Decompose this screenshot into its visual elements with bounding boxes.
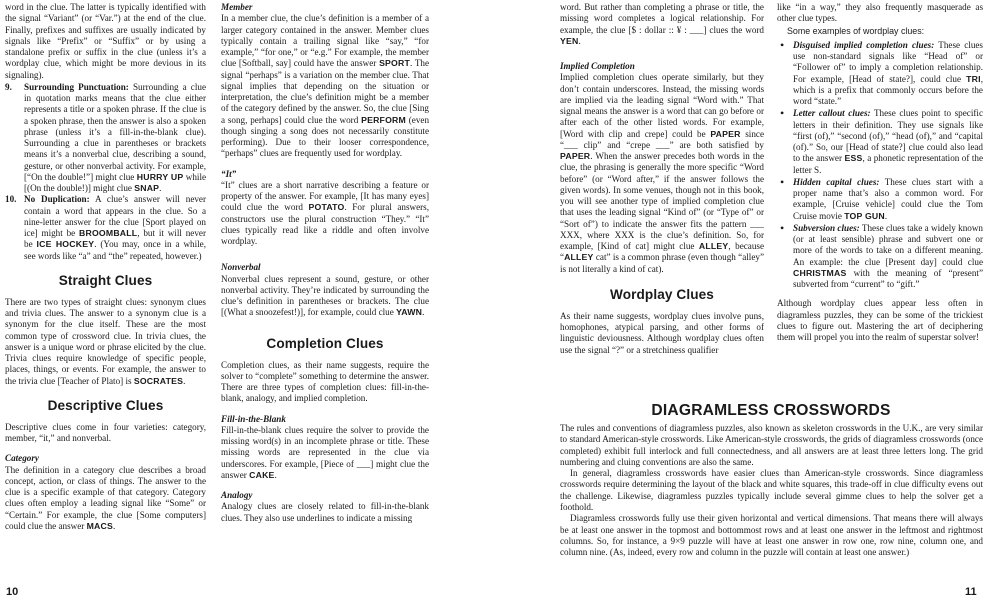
answer-yen: YEN (560, 35, 579, 46)
analogy-heading: Analogy (221, 490, 253, 500)
left-column-1 (5, 2, 206, 533)
rule-9-lead: Surrounding Punctuation: (24, 81, 129, 92)
nonverbal-heading: Nonverbal (221, 262, 261, 273)
answer-broomball: BROOMBALL (79, 228, 138, 238)
bullet-1-lead: Disguised implied completion clues: (793, 39, 935, 50)
col3-intro-end: . (578, 35, 581, 46)
right-column-2 (777, 2, 983, 344)
answer-alley: ALLEY (698, 241, 729, 251)
bullet-disguised-implied-completion (777, 40, 983, 108)
wordplay-examples-list (777, 40, 983, 291)
diagramless-paragraph-3: Diagramless crosswords fully use their given horizontal and vertical dimensions. That means there will always be at least one answer in the topmost and bottommost rows and at least one answer in the leftmost and rightmost columns. So, for instance, a 9×9 puzzle will have at least one answer in row one, row nine, column one, and column nine. (As, indeed, every row and column in the puzzle will contain at least one answer.) (560, 513, 983, 558)
answer-perform: PERFORM (361, 114, 406, 125)
page-number-right: 11 (965, 586, 977, 598)
answer-hurry-up: HURRY UP (136, 171, 184, 182)
bullet-1-end: , which is a prefix that commonly occurs before the word “state.” (793, 73, 984, 106)
answer-christmas: CHRISTMAS (793, 267, 847, 278)
descriptive-clues-paragraph: Descriptive clues come in four varieties: category, member, “it,” and nonverbal. (5, 421, 206, 443)
nonverbal-paragraph (221, 274, 429, 319)
bullet-subversion (777, 223, 983, 291)
answer-sport: SPORT (379, 58, 410, 69)
completion-clues-heading: Completion Clues (266, 335, 384, 351)
answer-ess: ESS (844, 153, 863, 164)
rule-9 (5, 82, 206, 195)
fill-end: . (274, 469, 277, 480)
diagramless-body (560, 423, 983, 559)
rule-10-mid: , but it will never be (24, 228, 206, 250)
bullet-letter-callout (777, 108, 983, 176)
answer-socrates: SOCRATES (133, 375, 184, 386)
rule-10-text: A clue’s answer will never contain a word that appears in the clue. So a nine-letter answer for the clue [Sport played on ice] might be (24, 194, 207, 238)
answer-alley-2: ALLEY (564, 252, 594, 263)
left-column-2 (221, 2, 429, 525)
category-paragraph (5, 465, 206, 533)
answer-potato: POTATO (308, 202, 345, 213)
rule-9-text: Surrounding a clue in quotation marks means that the clue either represents a title or a spoken phrase. If the clue is a spoken phrase, then the answer is also a spoken phrase (unless it’s a fill-in-the-blank clue). Surrounding a clue in parentheses or brackets means it’s a nonverbal clue, describing a sound, gesture, or other nonverbal activity. For example, [“On the double!”] might clue (24, 81, 206, 182)
page-number-left: 10 (6, 586, 19, 598)
bullet-3-lead: Hidden capital clues: (793, 176, 880, 187)
it-text: “It” clues are a short narrative describing a feature or property of the answer. For example, [It has many eyes] could clue the word (221, 179, 429, 213)
wordplay-examples-note: Some examples of wordplay clues: (787, 25, 925, 36)
straight-clues-end: . (183, 375, 186, 386)
answer-macs: MACS (86, 520, 113, 531)
answer-paper-2: PAPER (560, 151, 591, 161)
diagramless-crosswords-heading: DIAGRAMLESS CROSSWORDS (651, 402, 891, 419)
member-text-3: (even though singing a song does not necessarily constitute performing). Due to their looser correspondence, “perhaps” clues are frequently used for wordplay. (221, 114, 430, 159)
rule-10-end: . (You may, once in a while, see words like “a” and “the” repeated, however.) (24, 239, 206, 261)
nonverbal-end: . (422, 307, 425, 318)
it-heading: “It” (221, 168, 237, 179)
answer-ice-hockey: ICE HOCKEY (36, 239, 95, 250)
fill-in-the-blank-heading: Fill-in-the-Blank (221, 413, 286, 424)
wordplay-closing-paragraph: Although wordplay clues appear less often in diagramless puzzles, they can be some of the trickiest clues to figure out. Mastering the art of deciphering them will propel you into the realm of superstar solver! (777, 298, 983, 342)
implied-completion-heading: Implied Completion (560, 61, 635, 71)
straight-clues-paragraph (5, 297, 206, 387)
fill-text: Fill-in-the-blank clues require the solver to provide the missing word(s) in an incomplete phrase or title. These missing words are represented in the clue via underscores. For example, [Piece of ___] might clue the answer (221, 424, 429, 480)
answer-paper: PAPER (710, 128, 741, 139)
diagramless-paragraph-2: In general, diagramless crosswords have easier clues than American-style crosswords. Since diagramless crosswords require determining the layout of the black and white squares, this trade-off in clue difficulty evens out the challenge. Likewise, diagramless puzzles typically include several gimme clues to help the solver get a foothold. (560, 468, 983, 513)
completion-clues-paragraph: Completion clues, as their name suggests, require the solver to “complete” something to determine the answer. There are three types of completion clues: fill-in-the-blank, analogy, and implied completion. (221, 359, 429, 404)
category-heading: Category (5, 453, 39, 464)
rule-list (5, 82, 206, 262)
implied-text-3: . When the answer precedes both words in the clue, the phrasing is generally the more specific “Word before” (or “Word after,” if the answer follows the given words). In some venues, though not in this book, you will see another type of implied completion clue that uses the leading signal “Kind of” (or “Type of” or “Sort of”) to indicate the answer fits the pattern ___ XXX, where XXX is the clue’s definition. So, for example, [Kind of cat] might clue (560, 151, 764, 251)
rule-10-lead: No Duplication: (24, 194, 90, 205)
straight-clues-text: There are two types of straight clues: synonym clues and trivia clues. The answer to a synonym clue is a synonym for the clue itself. These are the most common type of crossword clue. In trivia clues, the answer is a unique word or phrase elicited by the clue. Trivia clues require knowledge of specific people, places, things, or events. For example, the answer to the trivia clue [Teacher of Plato] is (5, 296, 206, 386)
rule-9-end: . (159, 183, 162, 193)
right-column-1 (560, 2, 764, 357)
answer-tri: TRI (966, 73, 981, 84)
wordplay-clues-paragraph: As their name suggests, wordplay clues involve puns, homophones, atypical parsing, and other forms of linguistic deviousness. Although wordplay clues often use the signal “?” or a stretchiness qualifier (560, 310, 764, 355)
bullet-1-text: These clues use non-standard signals like “Head of” or “Follower of” to imply a completion relationship. For example, [Head of state?], could clue (793, 39, 983, 84)
implied-text: Implied completion clues operate similarly, but they don’t contain underscores. Instead, the missing words are implied via the leading signal “Word with.” That signal means the answer is a word that can go before or after each of the other listed words. For example, [Word with clip and crepe] could be (560, 72, 764, 139)
fill-in-the-blank-paragraph (221, 425, 429, 481)
member-text-2: . The signal “perhaps” is a variation on the member clue. That signal implies that depending on the situation or interpretation, the clue’s definition might be a member of the category defined by the answer. So, the clue [Sing a song, perhaps] could clue the word (221, 58, 430, 125)
member-paragraph (221, 13, 429, 159)
bullet-4-lead: Subversion clues: (793, 222, 860, 233)
implied-text-4: , because “ (560, 241, 765, 263)
rule-9-mid: while [(On the double!)] might clue (24, 171, 207, 193)
col1-intro-paragraph: word in the clue. The latter is typically identified with the signal “Variant” (or “Var.”) at the end of the clue. Finally, prefixes and suffixes are usually indicated by signals like “Prefix” or “Suffix” or by using a standalone prefix or suffix in the clue (unless it’s a wordplay clue, which might be more devious in its signaling). (5, 2, 206, 80)
answer-snap: SNAP (134, 183, 160, 193)
col4-intro-paragraph: like “in a way,” they also frequently masquerade as other clue types. (777, 2, 983, 24)
category-text: The definition in a category clue describes a broad concept, action, or class of things. The answer to the clue is a specific example of that category. Category clues often employ a leading signal like “Some” or “Certain.” For example, the clue [Some computers] could clue the answer (5, 464, 206, 531)
bullet-2-end: , a phonetic representation of the letter S. (793, 153, 984, 175)
nonverbal-text: Nonverbal clues represent a sound, gesture, or other nonverbal activity. They’re indicated by surrounding the clue’s definition in parentheses or brackets. The clue [(What a snoozefest!)], for example, could clue (221, 273, 429, 318)
bullet-3-end: . (884, 210, 888, 221)
member-text: In a member clue, the clue’s definition is a member of a larger category contained in the answer. Member clues typically contain a trailing signal like “say,” “for example,” “for one,” or “e.g.” For example, the member clue [Softball, say] could have the answer (221, 13, 429, 69)
col3-intro-text: word. But rather than completing a phrase or title, the missing word completes a logical relationship. For example, the clue [$ : dollar :: ¥ : ___] clues the word (560, 2, 764, 35)
rule-10 (5, 194, 206, 262)
implied-completion-paragraph (560, 72, 764, 275)
implied-text-5: cat” is a common phrase (even though “alley” is not literally a kind of cat). (560, 252, 765, 274)
implied-text-2: since “___ clip” and “crepe ___” are both satisfied by (560, 128, 764, 150)
bullet-3-text: These clues start with a proper name that’s also a common word. For example, [Cruise vehicle] could clue the Tom Cruise movie (793, 176, 983, 221)
straight-clues-heading: Straight Clues (58, 272, 153, 288)
col3-intro-paragraph (560, 2, 764, 47)
descriptive-clues-heading: Descriptive Clues (47, 397, 164, 413)
category-end: . (112, 520, 116, 531)
bullet-2-lead: Letter callout clues: (793, 108, 871, 119)
answer-top-gun: TOP GUN (844, 210, 885, 221)
it-paragraph (221, 180, 429, 248)
member-heading: Member (221, 2, 253, 12)
wordplay-clues-heading: Wordplay Clues (610, 286, 714, 302)
bullet-2-text: These clues point to specific letters in their definition. They use signals like “first (of),” “second (of),” “head (of),” and “capital (of).” So, our [Head of state?] clue could also lead to the answer (793, 108, 983, 164)
it-text-2: . For plural answers, constructors use the plural construction “They.” “It” clues typically read like a riddle and often involve wordplay. (221, 202, 430, 246)
bullet-4-end: with the meaning of “present” subverted from “current” to “gift.” (793, 267, 983, 289)
bullet-hidden-capital (777, 177, 983, 222)
rule-10-number: 10. (5, 194, 17, 205)
diagramless-paragraph-1: The rules and conventions of diagramless puzzles, also known as skeleton crosswords in the U.K., are very similar to standard American-style crosswords. Like American-style crosswords, the grids of diagramless crosswords (once completed) exhibit full interlock and full connectedness, and all answers are at least three letters long. The grid numbering and cluing conventions are also the same. (560, 423, 983, 467)
analogy-paragraph: Analogy clues are closely related to fill-in-the-blank clues. They also use underlines to indicate a missing (221, 501, 429, 523)
answer-yawn: YAWN (396, 307, 423, 318)
bullet-4-text: These clues take a widely known (or at least sensible) phrase and subvert one or more of the words to take on a different meaning. An example: the clue [Present day] could clue (793, 222, 983, 267)
answer-cake: CAKE (249, 469, 275, 480)
rule-9-number: 9. (5, 81, 12, 92)
